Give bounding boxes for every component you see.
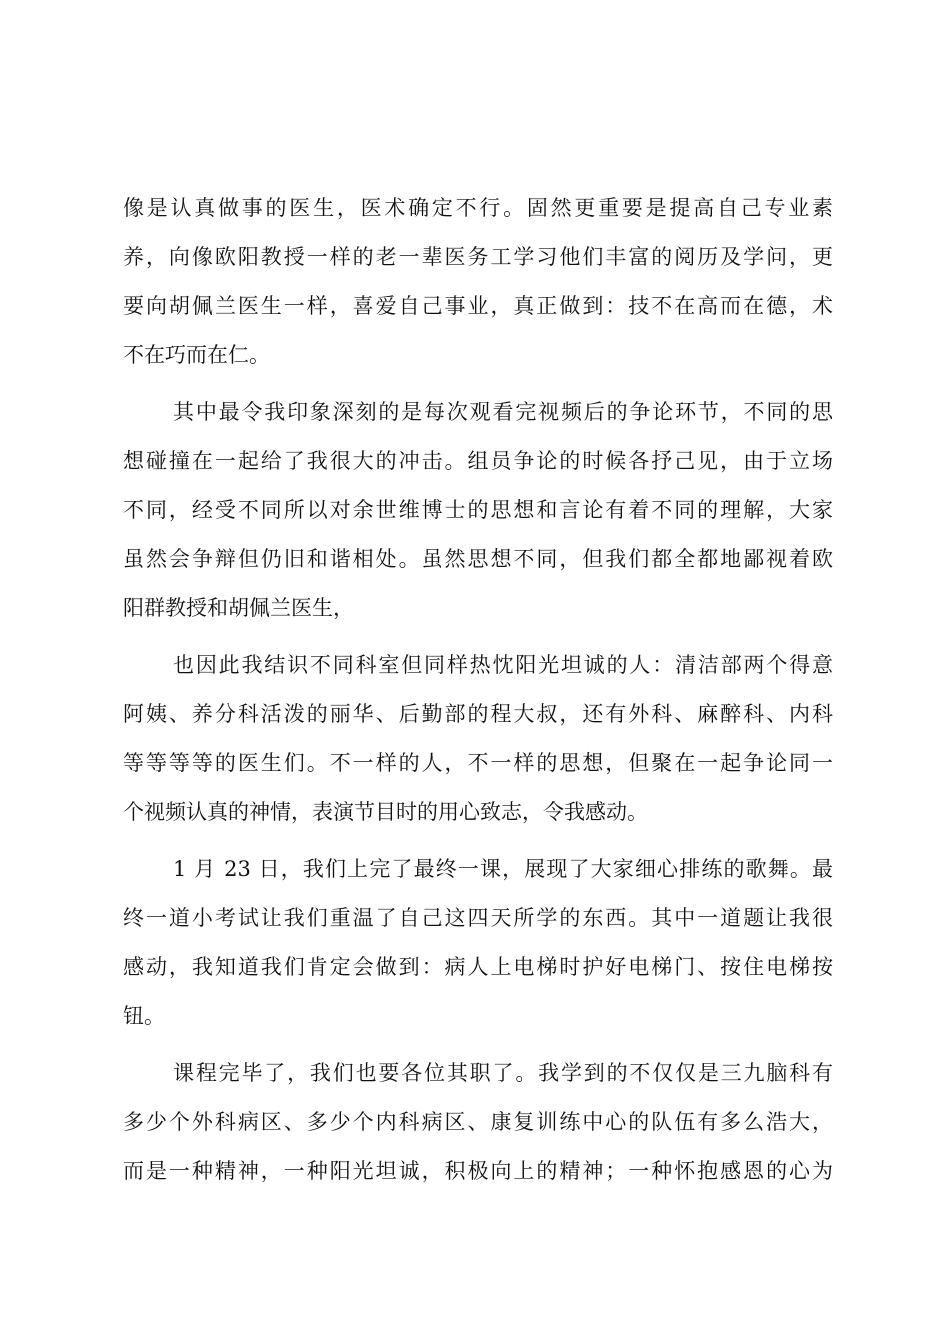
text-line: 多少个外科病区、多少个内科病区、康复训练中心的队伍有多么浩大， <box>123 1110 833 1134</box>
text-line: 虽然会争辩但仍旧和谐相处。虽然思想不同，但我们都全都地鄙视着欧 <box>123 547 833 571</box>
text-line: 养，向像欧阳教授一样的老一辈医务工学习他们丰富的阅历及学问，更 <box>123 245 833 269</box>
text-line: 阳群教授和胡佩兰医生， <box>123 596 354 620</box>
text-line: 感动，我知道我们肯定会做到：病人上电梯时护好电梯门、按住电梯按 <box>123 955 833 979</box>
text-line: 想碰撞在一起给了我很大的冲击。组员争论的时候各抒己见，由于立场 <box>123 449 833 473</box>
paragraph <box>123 641 833 837</box>
text-line: 终一道小考试让我们重温了自己这四天所学的东西。其中一道题让我很 <box>123 906 833 930</box>
text-line: 个视频认真的神情，表演节目时的用心致志，令我感动。 <box>123 800 648 824</box>
paragraph <box>123 845 833 1041</box>
paragraph <box>123 1049 833 1196</box>
text-line: 阿姨、养分科活泼的丽华、后勤部的程大叔，还有外科、麻醉科、内科 <box>123 702 833 726</box>
text-line: 其中最令我印象深刻的是每次观看完视频后的争论环节，不同的思 <box>173 400 833 424</box>
paragraph <box>123 388 833 633</box>
text-line: 像是认真做事的医生，医术确定不行。固然更重要是提高自己专业素 <box>123 196 833 220</box>
text-line: 课程完毕了，我们也要各位其职了。我学到的不仅仅是三九脑科有 <box>173 1061 833 1085</box>
text-line: 等等等等的医生们。不一样的人，不一样的思想，但聚在一起争论同一 <box>123 751 833 775</box>
text-line: 钮。 <box>123 1004 165 1028</box>
text-line: 也因此我结识不同科室但同样热忱阳光坦诚的人：清洁部两个得意 <box>173 653 833 677</box>
text-line: 要向胡佩兰医生一样，喜爱自己事业，真正做到：技不在高而在德，术 <box>123 294 833 318</box>
text-line: 不在巧而在仁。 <box>123 343 270 367</box>
paragraph <box>123 184 833 380</box>
document-body <box>123 184 833 1196</box>
text-line: 1 月 23 日，我们上完了最终一课，展现了大家细心排练的歌舞。最 <box>173 857 833 881</box>
text-line: 不同，经受不同所以对余世维博士的思想和言论有着不同的理解，大家 <box>123 498 833 522</box>
text-line: 而是一种精神，一种阳光坦诚，积极向上的精神；一种怀抱感恩的心为 <box>123 1159 833 1183</box>
